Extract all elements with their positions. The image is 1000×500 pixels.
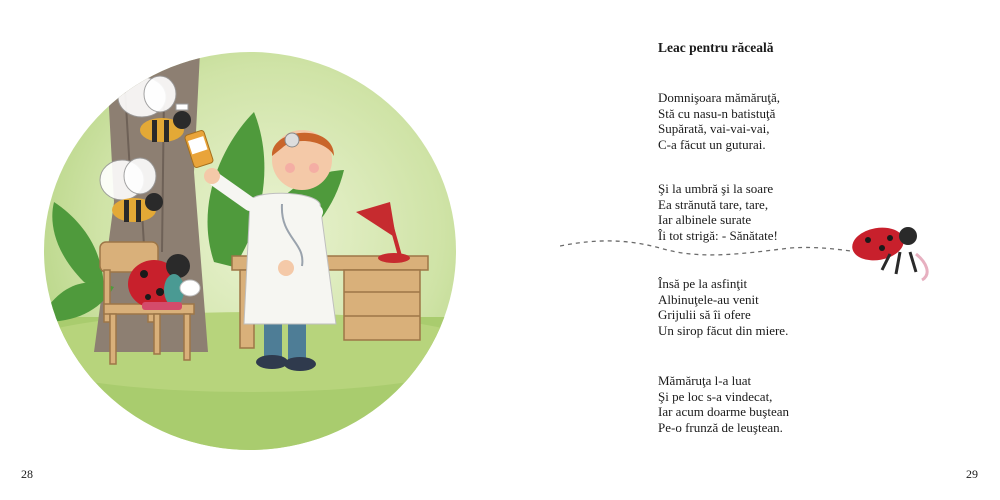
poem-line: Însă pe la asfinţit [658, 276, 748, 291]
poem-line: Îi tot strigă: - Sănătate! [658, 227, 778, 243]
poem-line: Mămăruţa l-a luat [658, 373, 752, 388]
poem-title: Leac pentru răceală [658, 40, 774, 55]
stanza-1 [658, 90, 780, 152]
poem-line: Iar acum doarme buştean [658, 404, 790, 419]
ladybug-icon [850, 224, 928, 280]
poem-line: Stă cu nasu-n batistuţă [658, 105, 776, 121]
stanza-2 [658, 181, 778, 243]
poem-line: Şi la umbră şi la soare [658, 181, 774, 196]
poem-line: Albinuţele-au venit [658, 291, 759, 307]
page-number-right: 29 [966, 467, 978, 481]
page-number-left: 28 [21, 467, 33, 481]
poem-line: Pe-o frunză de leuştean. [658, 419, 783, 435]
poem-line: C-a făcut un guturai. [658, 136, 766, 152]
poem-line: Domnişoara mămăruţă, [658, 90, 781, 105]
poem-line: Iar albinele surate [658, 212, 752, 227]
stanza-3 [658, 276, 788, 338]
poem-line: Un sirop făcut din miere. [658, 322, 789, 338]
poem-line: Supărată, vai-vai-vai, [658, 121, 770, 136]
poem-line: Grijulii să îi ofere [658, 307, 751, 322]
stanza-4 [658, 373, 789, 435]
poem-line: Ea strănută tare, tare, [658, 196, 769, 212]
illustration [44, 52, 456, 450]
poem-line: Şi pe loc s-a vindecat, [658, 388, 773, 404]
